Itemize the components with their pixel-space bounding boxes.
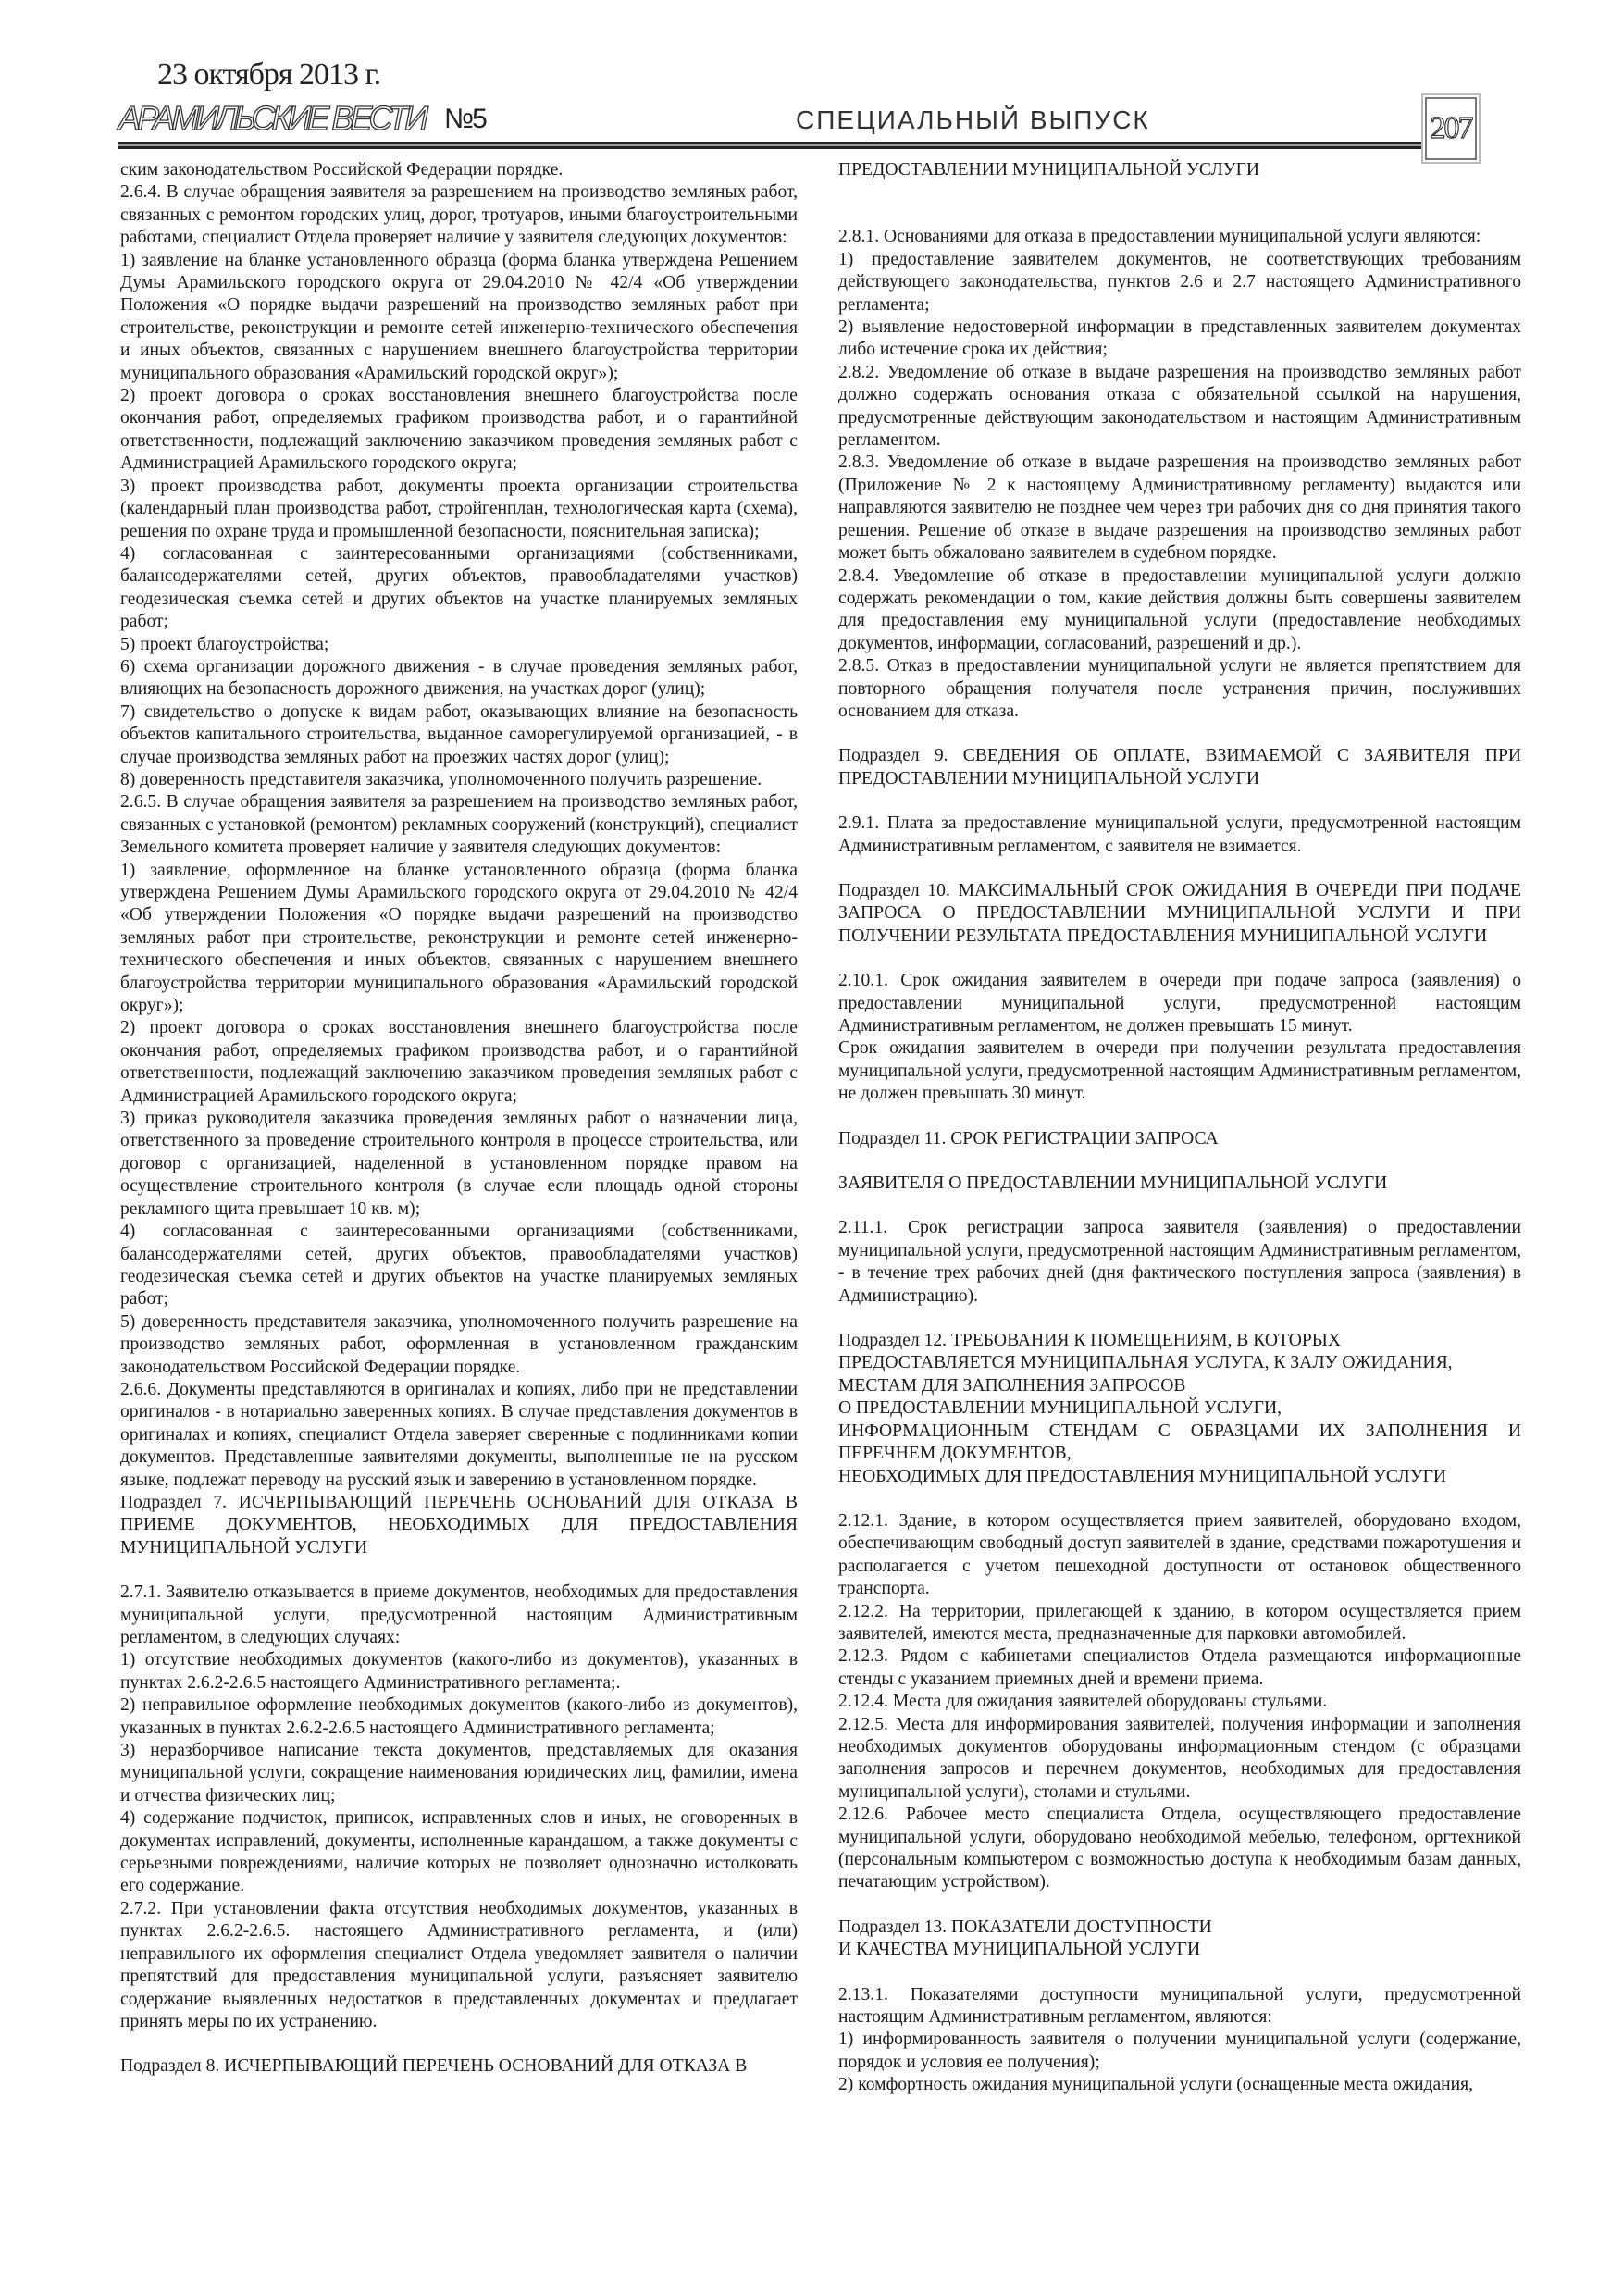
page-number: 207 [1425,97,1477,160]
paragraph: 2.6.5. В случае обращения заявителя за разрешением на производство земляных работ, связанных с установкой (ремонтом) рекламных сооружений (конструкций), специалист Земельного комитета проверяет наличие у заявителя следующих документов: [120,792,798,858]
section-heading: Подраздел 13. ПОКАЗАТЕЛИ ДОСТУПНОСТИ [838,1917,1212,1937]
paragraph: 3) приказ руководителя заказчика проведения земляных работ о назначении лица, ответственного за проведение строительного контроля в процессе строительства, или договор с организацией, наделенной в установленном порядке правом на осуществление строительного контроля (в случае если площадь одной стороны рекламного щита превышает 10 кв. м); [120,1109,798,1219]
paragraph: 2) проект договора о сроках восстановления внешнего благоустройства после окончания работ, определяемых графиком производства работ, и о гарантийной ответственности, подлежащий заключению заказчиком проведения земляных работ с Администрацией Арамильского городского округа; [120,386,798,474]
paragraph: Срок ожидания заявителем в очереди при получении результата предоставления муниципальной услуги, предусмотренной настоящим Административным регламентом, не должен превышать 30 минут. [838,1038,1521,1104]
paragraph: 1) отсутствие необходимых документов (какого-либо из документов), указанных в пунктах 2.6.2-2.6.5 настоящего Административного регламента;. [120,1650,798,1693]
section-heading: ЗАЯВИТЕЛЯ О ПРЕДОСТАВЛЕНИИ МУНИЦИПАЛЬНОЙ УСЛУГИ [838,1173,1388,1194]
issue-number: №5 [444,104,486,134]
section-heading: ИНФОРМАЦИОННЫМ СТЕНДАМ С ОБРАЗЦАМИ ИХ ЗАПОЛНЕНИЯ И ПЕРЕЧНЕМ ДОКУМЕНТОВ, [838,1421,1521,1464]
section-heading: Подраздел 7. ИСЧЕРПЫВАЮЩИЙ ПЕРЕЧЕНЬ ОСНОВАНИЙ ДЛЯ ОТКАЗА В ПРИЕМЕ ДОКУМЕНТОВ, НЕОБХОДИМЫХ ДЛЯ ПРЕДОСТАВЛЕНИЯ МУНИЦИПАЛЬНОЙ УСЛУГИ [120,1492,798,1558]
paragraph: 2.8.3. Уведомление об отказе в выдаче разрешения на производство земляных работ (Приложение № 2 к настоящему Административному регламенту) выдаются или направляются заявителю не позднее чем через три рабочих дня со дня принятия такого решения. Решение об отказе в выдаче разрешения на производство земляных работ может быть обжаловано заявителем в судебном порядке. [838,453,1521,564]
paragraph: 2.8.4. Уведомление об отказе в предоставлении муниципальной услуги должно содержать рекомендации о том, какие действия должны быть совершены заявителем для предоставления ему муниципальной услуги (предоставление необходимых документов, информации, согласований, разрешений и др.). [838,565,1521,653]
header-divider [118,142,1423,149]
paragraph: 5) доверенность представителя заказчика, уполномоченного получить разрешение на производство земляных работ, оформленная в установленном гражданским законодательством Российской Федерации порядке. [120,1311,798,1377]
paragraph: 1) информированность заявителя о получении муниципальной услуги (содержание, порядок и условия ее получения); [838,2029,1521,2072]
paragraph: 2.6.4. В случае обращения заявителя за разрешением на производство земляных работ, связанных с ремонтом городских улиц, дорог, тротуаров, иными благоустроительными работами, специалист Отдела проверяет наличие у заявителя следующих документов: [120,182,798,248]
paragraph: 4) содержание подчисток, приписок, исправленных слов и иных, не оговоренных в документах исправлений, документы, исполненные карандашом, а также документы с серьезными повреждениями, наличие которых не позволяет однозначно истолковать его содержание. [120,1808,798,1896]
paragraph: 2.12.5. Места для информирования заявителей, получения информации и заполнения необходимых документов оборудованы информационным стендом (с образцами заполнения запросов и перечнем документов, необходимых для предоставления муниципальной услуги), столами и стульями. [838,1714,1521,1802]
paragraph: 2.10.1. Срок ожидания заявителем в очереди при подаче запроса (заявления) о предоставлении муниципальной услуги, предусмотренной настоящим Административным регламентом, не должен превышать 15 минут. [838,971,1521,1036]
paragraph: 4) согласованная с заинтересованными организациями (собственниками, балансодержателями сетей, других объектов, правообладателями участков) геодезическая съемка сетей и других объектов на участке планируемых земляных работ; [120,543,798,632]
paragraph: 2.7.1. Заявителю отказывается в приеме документов, необходимых для предоставления муниципальной услуги, предусмотренной настоящим Административным регламентом, в следующих случаях: [120,1582,798,1647]
paragraph: 2) проект договора о сроках восстановления внешнего благоустройства после окончания работ, определяемых графиком производства работ, и о гарантийной ответственности, подлежащий заключению заказчиком проведения земляных работ с Администрацией Арамильского городского округа; [120,1018,798,1106]
paragraph: 2.13.1. Показателями доступности муниципальной услуги, предусмотренной настоящим Административным регламентом, являются: [838,1984,1521,2028]
left-column [120,159,798,2241]
section-heading: И КАЧЕСТВА МУНИЦИПАЛЬНОЙ УСЛУГИ [838,1940,1201,1960]
section-heading: Подраздел 8. ИСЧЕРПЫВАЮЩИЙ ПЕРЕЧЕНЬ ОСНОВАНИЙ ДЛЯ ОТКАЗА В [120,2056,748,2077]
paragraph: 2.7.2. При установлении факта отсутствия необходимых документов, указанных в пунктах 2.6.2-2.6.5. настоящего Административного регламента, и (или) неправильного их оформления специалист Отдела уведомляет заявителя о наличии препятствий для предоставления муниципальной услуги, разъясняет заявителю содержание выявленных недостатков в представленных документах и предлагает принять меры по их устранению. [120,1898,798,2031]
paragraph: 2.12.4. Места для ожидания заявителей оборудованы стульями. [838,1692,1328,1712]
section-heading: Подраздел 9. СВЕДЕНИЯ ОБ ОПЛАТЕ, ВЗИМАЕМОЙ С ЗАЯВИТЕЛЯ ПРИ ПРЕДОСТАВЛЕНИИ МУНИЦИПАЛЬНОЙ УСЛУГИ [838,746,1521,788]
paragraph: ским законодательством Российской Федерации порядке. [120,160,564,180]
right-column [838,159,1521,2241]
section-title: СПЕЦИАЛЬНЫЙ ВЫПУСК [796,105,1150,134]
paragraph: 7) свидетельство о допуске к видам работ, оказывающих влияние на безопасность объектов капитального строительства, выданное саморегулируемой организацией, - в случае производства земляных работ на проезжих частях дорог (улиц); [120,701,798,767]
paragraph: 2.11.1. Срок регистрации запроса заявителя (заявления) о предоставлении муниципальной услуги, предусмотренной настоящим Административным регламентом, - в течение трех рабочих дней (дня фактического поступления запроса (заявления) в Администрацию). [838,1218,1521,1306]
section-heading: НЕОБХОДИМЫХ ДЛЯ ПРЕДОСТАВЛЕНИЯ МУНИЦИПАЛЬНОЙ УСЛУГИ [838,1466,1447,1486]
paragraph: 2.12.1. Здание, в котором осуществляется прием заявителей, оборудовано входом, обеспечивающим свободный доступ заявителей в здание, средствами пожаротушения и располагается с учетом пешеходной доступности от остановок общественного транспорта. [838,1510,1521,1599]
paragraph: 3) неразборчивое написание текста документов, представляемых для оказания муниципальной услуги, сокращение наименования юридических лиц, фамилии, имена и отчества физических лиц; [120,1741,798,1806]
paragraph: 2.12.6. Рабочее место специалиста Отдела, осуществляющего предоставление муниципальной услуги, оборудовано необходимой мебелью, телефоном, оргтехникой (персональным компьютером с возможностью доступа к необходимым базам данных, печатающим устройством). [838,1805,1521,1893]
paragraph: 2.8.1. Основаниями для отказа в предоставлении муниципальной услуги являются: [838,227,1481,247]
section-heading: Подраздел 10. МАКСИМАЛЬНЫЙ СРОК ОЖИДАНИЯ В ОЧЕРЕДИ ПРИ ПОДАЧЕ ЗАПРОСА О ПРЕДОСТАВЛЕНИИ МУНИЦИПАЛЬНОЙ УСЛУГИ И ПРИ ПОЛУЧЕНИИ РЕЗУЛЬТАТА ПРЕДОСТАВЛЕНИЯ МУНИЦИПАЛЬНОЙ УСЛУГИ [838,880,1521,946]
paragraph: 1) заявление на бланке установленного образца (форма бланка утверждена Решением Думы Арамильского городского округа от 29.04.2010 № 42/4 «Об утверждении Положения «О порядке выдачи разрешений на производство земляных работ при строительстве, реконструкции и ремонте сетей инженерно-технического обеспечения и иных объектов, связанных с нарушением внешнего благоустройства территории муниципального образования «Арамильский городской округ»); [120,250,798,383]
paragraph: 2.12.2. На территории, прилегающей к зданию, в котором осуществляется прием заявителей, имеются места, предназначенные для парковки автомобилей. [838,1601,1521,1644]
paragraph: 6) схема организации дорожного движения - в случае проведения земляных работ, влияющих на безопасность дорожного движения, на участках дорог (улиц); [120,656,798,700]
paragraph: 2) комфортность ожидания муниципальной услуги (оснащенные места ожидания, [838,2075,1474,2095]
paragraph: 2.8.5. Отказ в предоставлении муниципальной услуги не является препятствием для повторного обращения получателя после устранения причин, послуживших основанием для отказа. [838,656,1521,721]
newspaper-logo: АРАМИЛЬСКИЕ ВЕСТИ [118,99,426,137]
paragraph: 1) предоставление заявителем документов, не соответствующих требованиям действующего законодательства, пунктов 2.6 и 2.7 настоящего Административного регламента; [838,249,1521,315]
section-heading: МЕСТАМ ДЛЯ ЗАПОЛНЕНИЯ ЗАПРОСОВ [838,1375,1186,1396]
paragraph: 4) согласованная с заинтересованными организациями (собственниками, балансодержателями сетей, других объектов, правообладателями участков) геодезическая съемка сетей и других объектов на участке планируемых земляных работ; [120,1222,798,1309]
paragraph: 2) неправильное оформление необходимых документов (какого-либо из документов), указанных в пунктах 2.6.2-2.6.5 настоящего Административного регламента; [120,1695,798,1738]
paragraph: 2.12.3. Рядом с кабинетами специалистов Отдела размещаются информационные стенды с указанием приемных дней и времени приема. [838,1646,1521,1689]
paragraph: 2.9.1. Плата за предоставление муниципальной услуги, предусмотренной настоящим Административным регламентом, с заявителя не взимается. [838,813,1521,856]
section-heading: ПРЕДОСТАВЛЕНИИ МУНИЦИПАЛЬНОЙ УСЛУГИ [838,160,1260,180]
issue-date: 23 октября 2013 г. [157,57,381,92]
section-heading: Подраздел 12. ТРЕБОВАНИЯ К ПОМЕЩЕНИЯМ, В КОТОРЫХ ПРЕДОСТАВЛЯЕТСЯ МУНИЦИПАЛЬНАЯ УСЛУГА, К ЗАЛУ ОЖИДАНИЯ, [838,1331,1453,1373]
paragraph: 2) выявление недостоверной информации в представленных заявителем документах либо истечение срока их действия; [838,317,1521,360]
paragraph: 5) проект благоустройства; [120,634,329,654]
section-heading: О ПРЕДОСТАВЛЕНИИ МУНИЦИПАЛЬНОЙ УСЛУГИ, [838,1398,1282,1419]
paragraph: 2.6.6. Документы представляются в оригиналах и копиях, либо при не представлении оригиналов - в нотариально заверенных копиях. В случае представления документов в оригиналах и копиях, специалист Отдела заверяет сверенные с подлинниками копии документов. Представленные заявителями документы, выполненные не на русском языке, подлежат переводу на русский язык и заверению в установленном порядке. [120,1379,798,1490]
paragraph: 1) заявление, оформленное на бланке установленного образца (форма бланка утверждена Решением Думы Арамильского городского округа от 29.04.2010 № 42/4 «Об утверждении Положения «О порядке выдачи разрешений на производство земляных работ при строительстве, реконструкции и ремонте сетей инженерно-технического обеспечения и иных объектов, связанных с нарушением внешнего благоустройства территории муниципального образования «Арамильский городской округ»); [120,860,798,1016]
section-heading: Подраздел 11. СРОК РЕГИСТРАЦИИ ЗАПРОСА [838,1128,1219,1148]
paragraph: 8) доверенность представителя заказчика, уполномоченного получить разрешение. [120,769,762,789]
paragraph: 2.8.2. Уведомление об отказе в выдаче разрешения на производство земляных работ должно содержать основания отказа с обязательной ссылкой на нарушения, предусмотренные действующим законодательством и настоящим Административным регламентом. [838,362,1521,451]
paragraph: 3) проект производства работ, документы проекта организации строительства (календарный план производства работ, стройгенплан, технологическая карта (схема), решения по охране труда и промышленной безопасности, пояснительная записка); [120,476,798,541]
